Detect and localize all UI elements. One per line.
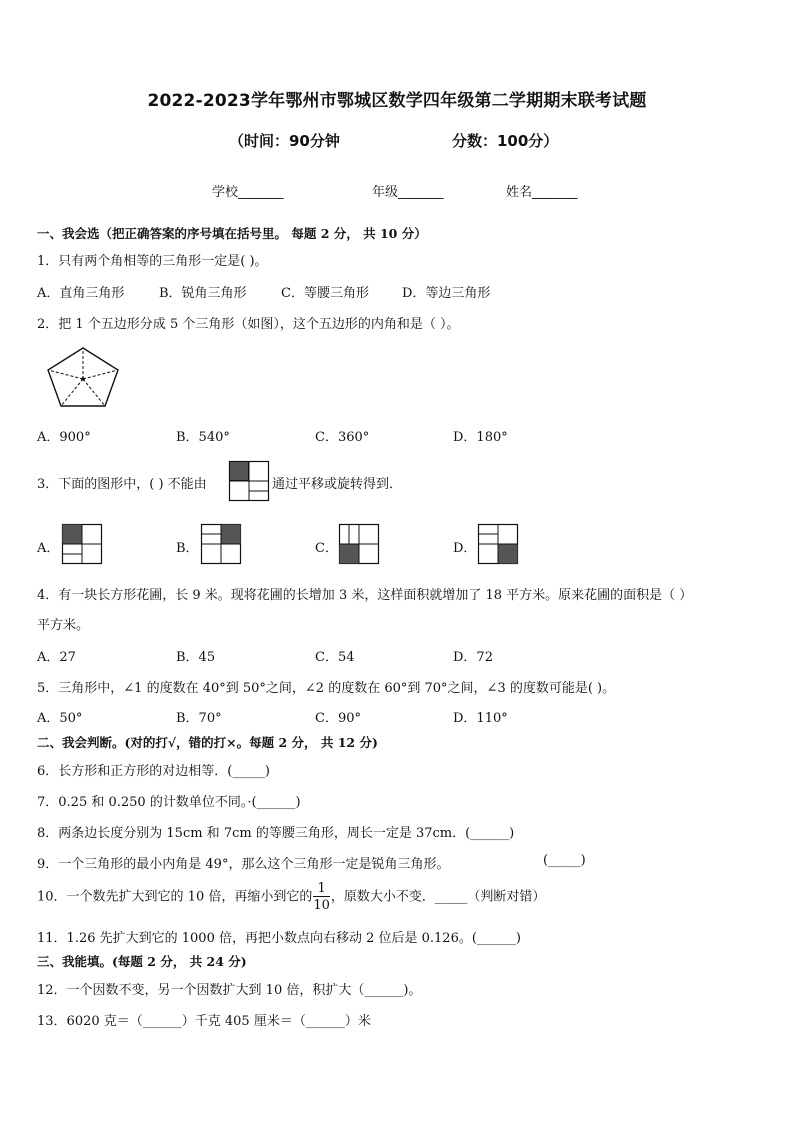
q2-option-b: B．540° bbox=[176, 430, 230, 445]
question-2: 2．把 1 个五边形分成 5 个三角形（如图），这个五边形的内角和是（ ）。 bbox=[37, 317, 460, 332]
q5-option-b: B．70° bbox=[176, 711, 222, 726]
question-3-after: 通过平移或旋转得到． bbox=[272, 477, 403, 492]
question-13: 13．6020 克＝（______）千克 405 厘米＝（______）米 bbox=[37, 1014, 371, 1029]
q2-option-c: C．360° bbox=[315, 430, 370, 445]
q3-option-d-figure bbox=[478, 524, 518, 564]
question-12: 12．一个因数不变，另一个因数扩大到 10 倍，积扩大（______)。 bbox=[37, 983, 422, 998]
pentagon-divided-figure bbox=[46, 346, 120, 408]
grade-field: 年级_______ bbox=[372, 185, 444, 200]
question-9: 9．一个三角形的最小内角是 49°，那么这个三角形一定是锐角三角形。 bbox=[37, 857, 450, 872]
question-9-blank: (_____) bbox=[543, 853, 586, 868]
q3-option-a-figure bbox=[62, 524, 102, 564]
question-8: 8．两条边长度分别为 15cm 和 7cm 的等腰三角形，周长一定是 37cm．(______) bbox=[37, 826, 515, 841]
fraction-one-tenth bbox=[313, 882, 330, 912]
section3-heading: 三、我能填。(每题 2 分， 共 24 分) bbox=[37, 954, 247, 969]
q1-option-a: A．直角三角形 bbox=[37, 286, 125, 301]
question-3-before: 3．下面的图形中，( ) 不能由 bbox=[37, 477, 207, 492]
section2-heading: 二、我会判断。(对的打√，错的打×。每题 2 分， 共 12 分) bbox=[37, 735, 378, 750]
q5-option-a: A．50° bbox=[37, 711, 83, 726]
q3-option-b: B． bbox=[176, 541, 199, 556]
exam-score: 分数：100分） bbox=[452, 132, 559, 150]
q2-option-a: A．900° bbox=[37, 430, 91, 445]
fraction-denominator: 10 bbox=[313, 898, 330, 913]
fraction-numerator: 1 bbox=[313, 882, 330, 897]
q1-option-b: B．锐角三角形 bbox=[159, 286, 247, 301]
q3-option-b-figure bbox=[201, 524, 241, 564]
question-1: 1．只有两个角相等的三角形一定是( )。 bbox=[37, 254, 268, 269]
question-11: 11．1.26 先扩大到它的 1000 倍，再把小数点向右移动 2 位后是 0.126。(______) bbox=[37, 931, 521, 946]
q1-option-d: D．等边三角形 bbox=[402, 286, 491, 301]
question-6: 6．长方形和正方形的对边相等．(_____) bbox=[37, 764, 270, 779]
q4-option-b: B．45 bbox=[176, 650, 216, 665]
question-10-after: ，原数大小不变．_____（判断对错） bbox=[330, 889, 546, 905]
page-title: 2022-2023学年鄂州市鄂城区数学四年级第二学期期末联考试题 bbox=[147, 91, 647, 111]
q4-option-d: D．72 bbox=[453, 650, 493, 665]
section1-heading: 一、我会选（把正确答案的序号填在括号里。 每题 2 分， 共 10 分） bbox=[37, 226, 427, 241]
q3-option-a: A． bbox=[37, 541, 60, 556]
q4-option-c: C．54 bbox=[315, 650, 355, 665]
q5-option-c: C．90° bbox=[315, 711, 361, 726]
question-4-cont: 平方米。 bbox=[37, 618, 90, 633]
name-field: 姓名_______ bbox=[506, 185, 578, 200]
question-10-before: 10．一个数先扩大到它的 10 倍，再缩小到它的 bbox=[37, 889, 313, 905]
q3-option-d: D． bbox=[453, 541, 477, 556]
exam-time: （时间：90分钟 bbox=[229, 132, 340, 150]
question-5: 5．三角形中，∠1 的度数在 40°到 50°之间，∠2 的度数在 60°到 70°之间，∠3 的度数可能是( )。 bbox=[37, 681, 616, 696]
q5-option-d: D．110° bbox=[453, 711, 508, 726]
q4-option-a: A．27 bbox=[37, 650, 76, 665]
question-4: 4．有一块长方形花圃，长 9 米。现将花圃的长增加 3 米，这样面积就增加了 18 平方米。原来花圃的面积是（ ） bbox=[37, 588, 693, 603]
q3-option-c: C． bbox=[315, 541, 338, 556]
school-field: 学校_______ bbox=[212, 185, 284, 200]
q3-option-c-figure bbox=[339, 524, 379, 564]
q2-option-d: D．180° bbox=[453, 430, 508, 445]
q1-option-c: C．等腰三角形 bbox=[281, 286, 369, 301]
question-10 bbox=[37, 882, 545, 912]
reference-grid-figure bbox=[229, 461, 269, 501]
question-7: 7．0.25 和 0.250 的计数单位不同。·(______) bbox=[37, 795, 301, 810]
